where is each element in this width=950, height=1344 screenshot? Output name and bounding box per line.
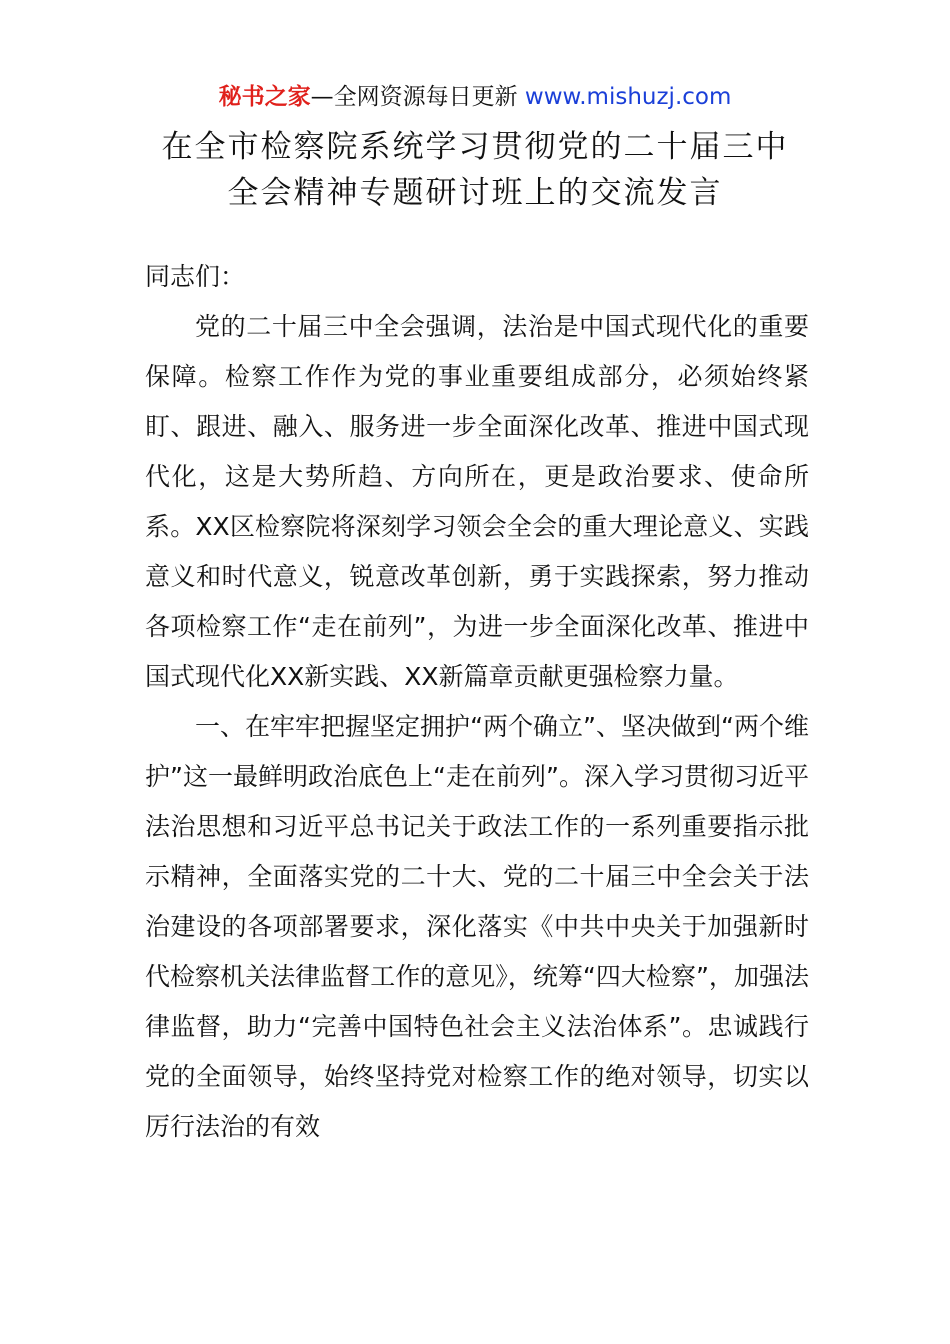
paragraph-intro: 党的二十届三中全会强调，法治是中国式现代化的重要保障。检察工作作为党的事业重要组成部分，必须始终紧盯、跟进、融入、服务进一步全面深化改革、推进中国式现代化，这是大势所趋、方向所在，更是政治要求、使命所系。XX区检察院将深刻学习领会全会的重大理论意义、实践意义和时代意义，锐意改革创新，勇于实践探索，努力推动各项检察工作“走在前列”，为进一步全面深化改革、推进中国式现代化XX新实践、XX新篇章贡献更强检察力量。 <box>145 312 809 691</box>
site-brand: 秘书之家 <box>218 84 311 110</box>
site-url-link[interactable]: www.mishuzj.com <box>524 84 732 110</box>
document-title <box>0 124 950 216</box>
paragraph-section-1: 一、在牢牢把握坚定拥护“两个确立”、坚决做到“两个维护”这一最鲜明政治底色上“走在前列”。深入学习贯彻习近平法治思想和习近平总书记关于政法工作的一系列重要指示批示精神，全面落实党的二十大、党的二十届三中全会关于法治建设的各项部署要求，深化落实《中共中央关于加强新时代检察机关法律监督工作的意见》，统筹“四大检察”，加强法律监督，助力“完善中国特色社会主义法治体系”。忠诚践行党的全面领导，始终坚持党对检察工作的绝对领导，切实以厉行法治的有效 <box>145 712 809 1141</box>
site-tagline: —全网资源每日更新 <box>310 84 525 110</box>
title-line-1: 在全市检察院系统学习贯彻党的二十届三中 <box>161 129 789 165</box>
document-body <box>145 252 809 1152</box>
salutation: 同志们： <box>145 262 246 291</box>
title-line-2: 全会精神专题研讨班上的交流发言 <box>227 175 723 211</box>
site-banner <box>0 80 950 114</box>
